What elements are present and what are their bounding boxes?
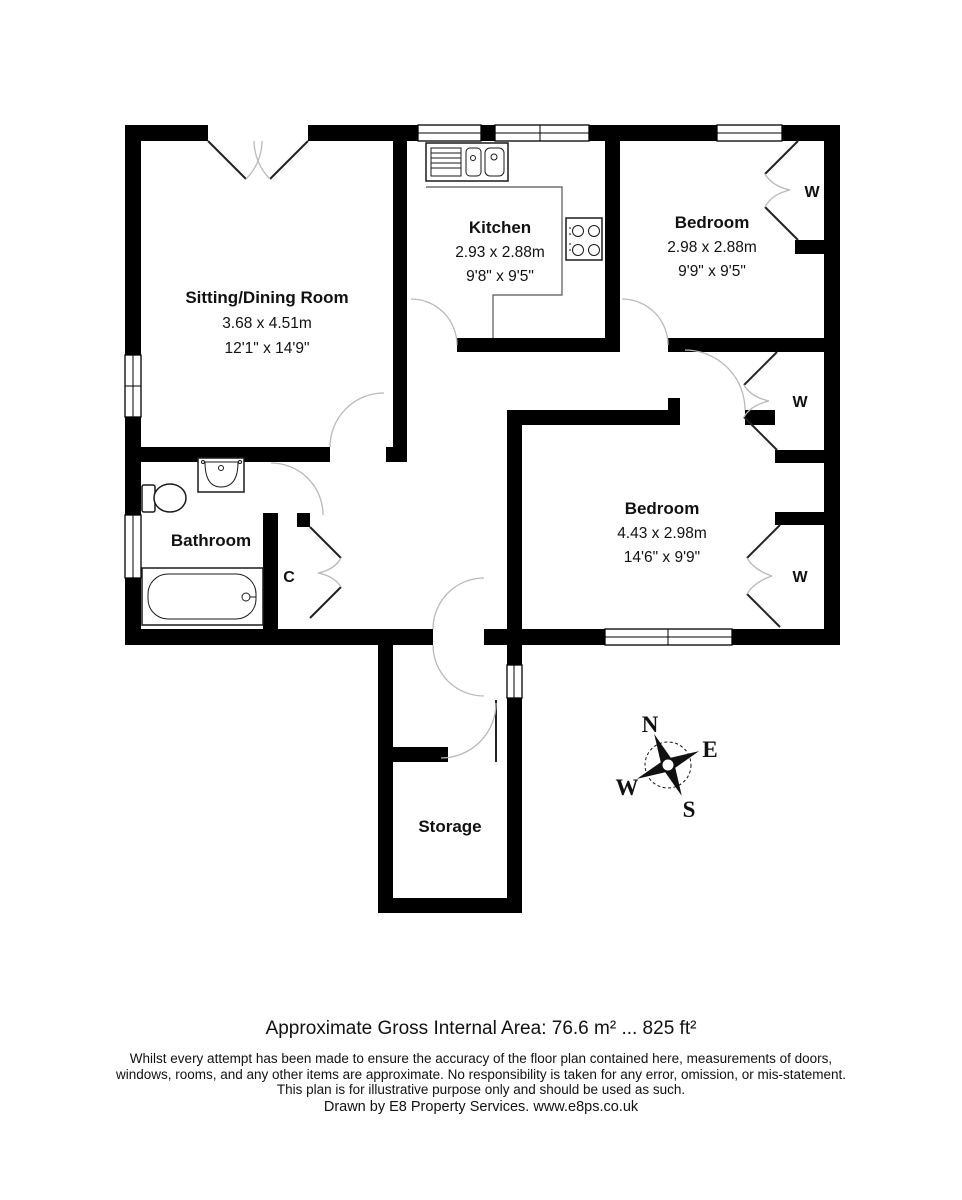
compass-north-label: N: [641, 712, 659, 737]
compass-west-label: W: [615, 775, 639, 800]
cupboard-bifold: [310, 527, 341, 618]
wall-cupboard-stub: [297, 513, 310, 527]
compass-east-label: E: [702, 737, 718, 762]
bifold-leaf: [747, 525, 780, 558]
bifold-arc: [744, 385, 769, 401]
bathroom-door-arc: [271, 463, 323, 515]
wall-extension-right-2: [507, 698, 522, 913]
bedroom2-imperial: 14'6" x 9'9": [623, 549, 701, 566]
wall-storage-top: [393, 747, 448, 762]
compass-hub: [662, 759, 675, 772]
wall-wardrobe-stub-lower: [775, 512, 824, 525]
bedroom1-wardrobe-bifold: [765, 141, 798, 240]
bedroom1-imperial: 9'9" x 9'5": [678, 263, 746, 280]
basin-icon: [198, 458, 244, 492]
bifold-arc: [747, 558, 772, 576]
bifold-leaf: [310, 527, 341, 558]
disclaimer-line: windows, rooms, and any other items are approximate. No responsibility is taken for any error, omission, or mis-statement.: [115, 1066, 847, 1082]
bathroom-label: Bathroom: [170, 531, 252, 550]
footer: [0, 1016, 962, 1115]
disclaimer-text: [0, 1051, 962, 1098]
wardrobe-label-bedroom1: W: [804, 184, 820, 201]
wall-left-2: [125, 417, 141, 515]
kitchen-door-arc: [411, 299, 457, 345]
gross-internal-area-text: Approximate Gross Internal Area: 76.6 m² ... 825 ft²: [265, 1018, 697, 1039]
bifold-leaf: [744, 352, 777, 385]
bifold-arc: [318, 558, 341, 573]
hob-outline: [566, 218, 602, 260]
compass-rose: [616, 712, 718, 822]
hall-wardrobe-bifold: [744, 352, 777, 450]
storage-door-arc: [441, 703, 496, 758]
wall-bottom-1: [125, 629, 433, 645]
wall-bedroom2-top: [522, 410, 668, 425]
wall-kitchen-bottom: [457, 338, 605, 352]
toilet-cistern: [142, 485, 155, 512]
wall-sitting-door-stub: [386, 447, 407, 462]
kitchen-sink-icon: [426, 143, 508, 181]
wardrobe-label-hall: W: [792, 394, 808, 411]
storage-label: Storage: [418, 817, 482, 836]
bedroom2-door-arc: [685, 350, 745, 410]
credit-text: Drawn by E8 Property Services. www.e8ps.co.uk: [323, 1098, 639, 1115]
bifold-arc: [318, 573, 341, 587]
disclaimer-line: Whilst every attempt has been made to ensure the accuracy of the floor plan contained here, measurements of doors,: [129, 1051, 833, 1066]
bedroom2-label: Bedroom: [624, 499, 700, 518]
compass-south-label: S: [682, 797, 696, 822]
wall-extension-left: [378, 645, 393, 913]
cupboard-label: C: [283, 569, 295, 586]
hob-icon: [566, 218, 602, 260]
kitchen-imperial: 9'8" x 9'5": [466, 268, 534, 285]
toilet-bowl: [154, 484, 186, 512]
bifold-leaf: [747, 594, 780, 627]
sitting-room-imperial: 12'1" x 14'9": [224, 340, 310, 357]
wall-wardrobe-stub-upper: [775, 450, 824, 463]
wall-top-3: [481, 125, 495, 141]
wardrobe-label-bedroom2: W: [792, 569, 808, 586]
wall-bedroom2-door-stub: [668, 398, 680, 425]
wall-left-1: [125, 125, 141, 355]
wall-top-4: [589, 125, 717, 141]
bedroom2-metric: 4.43 x 2.98m: [617, 525, 707, 542]
wall-bottom-2: [484, 629, 605, 645]
bedroom2-wardrobe-bifold: [747, 525, 780, 627]
bifold-leaf: [765, 141, 798, 174]
toilet-icon: [142, 484, 186, 512]
bifold-arc: [765, 190, 790, 207]
wall-right: [824, 125, 840, 645]
sitting-room-label: Sitting/Dining Room: [185, 288, 349, 307]
bedroom1-door-arc: [622, 299, 668, 345]
wall-extension-bottom: [378, 898, 522, 913]
bedroom1-label: Bedroom: [674, 213, 750, 232]
french-door-left-leaf: [208, 141, 246, 179]
sitting-room-metric: 3.68 x 4.51m: [222, 315, 312, 332]
kitchen-metric: 2.93 x 2.88m: [455, 244, 545, 261]
disclaimer-line: This plan is for illustrative purpose only and should be used as such.: [276, 1082, 686, 1097]
wall-bedroom1-wardrobe-stub: [795, 240, 824, 254]
wall-bedroom2-left: [507, 410, 522, 629]
sitting-door-arc: [330, 393, 384, 447]
bifold-leaf: [310, 587, 341, 618]
front-door-inner-arc: [433, 578, 484, 629]
french-door-right-leaf: [270, 141, 308, 179]
fixtures: [142, 143, 602, 625]
bathtub-icon: [142, 568, 263, 625]
front-door-outer-arc: [433, 645, 484, 696]
wall-bottom-3: [732, 629, 840, 645]
wall-extension-right-1: [507, 645, 522, 665]
wall-kitchen-bedroom1: [605, 141, 620, 352]
bedroom1-metric: 2.98 x 2.88m: [667, 239, 757, 256]
wall-sitting-kitchen: [393, 141, 407, 462]
bifold-arc: [765, 174, 790, 190]
wall-top-2: [308, 125, 418, 141]
kitchen-label: Kitchen: [468, 218, 532, 237]
bifold-leaf: [765, 207, 798, 240]
bifold-arc: [747, 576, 772, 594]
wall-bathroom-right: [263, 513, 278, 629]
